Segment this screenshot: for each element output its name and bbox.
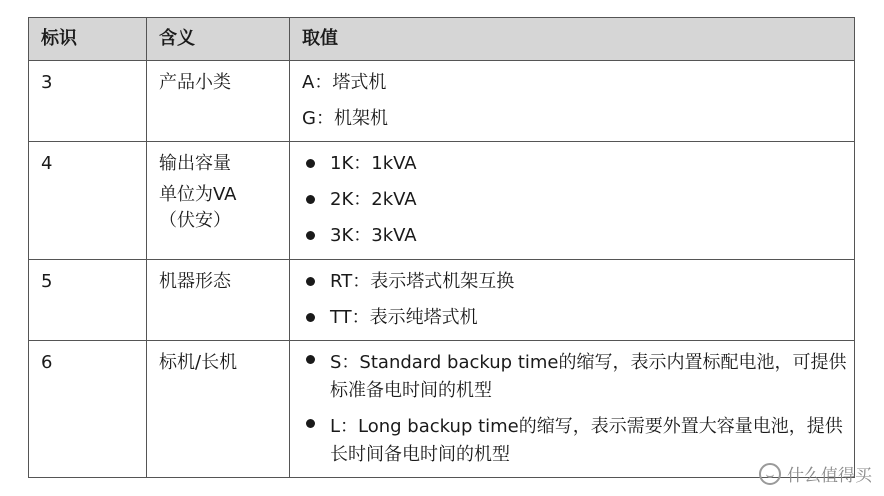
row-meaning — [147, 341, 290, 478]
bullet-icon — [306, 313, 315, 322]
bullet-icon — [306, 195, 315, 204]
bullet-icon — [306, 355, 315, 364]
bullet-icon — [306, 419, 315, 428]
row-id: 4 — [29, 142, 147, 260]
value-text: 1K：1kVA — [330, 153, 417, 174]
meaning-line: （伏安） — [159, 210, 231, 231]
value-text: 2K：2kVA — [330, 189, 417, 210]
row-values — [290, 260, 855, 341]
list-item — [302, 264, 854, 300]
row-meaning — [147, 142, 290, 260]
row-values — [290, 61, 855, 142]
meaning-line: 标机/长机 — [159, 352, 238, 373]
table-row — [29, 260, 855, 341]
list-item — [302, 300, 854, 336]
header-meaning: 含义 — [147, 18, 290, 61]
meaning-line: 产品小类 — [159, 72, 231, 93]
value-text: 3K：3kVA — [330, 225, 417, 246]
row-meaning — [147, 260, 290, 341]
spec-table — [28, 17, 855, 478]
header-value: 取值 — [290, 18, 855, 61]
row-values — [290, 142, 855, 260]
smzdm-logo-icon — [759, 463, 781, 485]
bullet-icon — [306, 159, 315, 168]
row-values — [290, 341, 855, 478]
header-id: 标识 — [29, 18, 147, 61]
meaning-line: 单位为VA — [159, 184, 237, 205]
row-id: 3 — [29, 61, 147, 142]
bullet-icon — [306, 277, 315, 286]
row-id: 6 — [29, 341, 147, 478]
value-text: TT：表示纯塔式机 — [330, 307, 478, 328]
value-text: RT：表示塔式机架互换 — [330, 271, 515, 292]
table-row — [29, 142, 855, 260]
table-header-row — [29, 18, 855, 61]
value-list — [302, 146, 854, 254]
row-meaning — [147, 61, 290, 142]
value-line: A：塔式机 — [302, 72, 387, 93]
meaning-line: 机器形态 — [159, 271, 231, 292]
value-line: G：机架机 — [302, 108, 388, 129]
list-item — [302, 182, 854, 218]
table-row — [29, 61, 855, 142]
list-item — [302, 218, 854, 254]
watermark — [759, 461, 872, 486]
watermark-text: 什么值得买 — [787, 466, 872, 486]
value-text: S：Standard backup time的缩写，表示内置标配电池，可提供标准备电时间的机型 — [330, 352, 847, 401]
value-text: L：Long backup time的缩写，表示需要外置大容量电池，提供长时间备电时间的机型 — [330, 416, 843, 465]
table-row — [29, 341, 855, 478]
list-item — [302, 146, 854, 182]
row-id: 5 — [29, 260, 147, 341]
list-item — [302, 345, 854, 409]
bullet-icon — [306, 231, 315, 240]
meaning-line: 输出容量 — [159, 153, 231, 174]
value-list — [302, 345, 854, 473]
value-list — [302, 264, 854, 336]
